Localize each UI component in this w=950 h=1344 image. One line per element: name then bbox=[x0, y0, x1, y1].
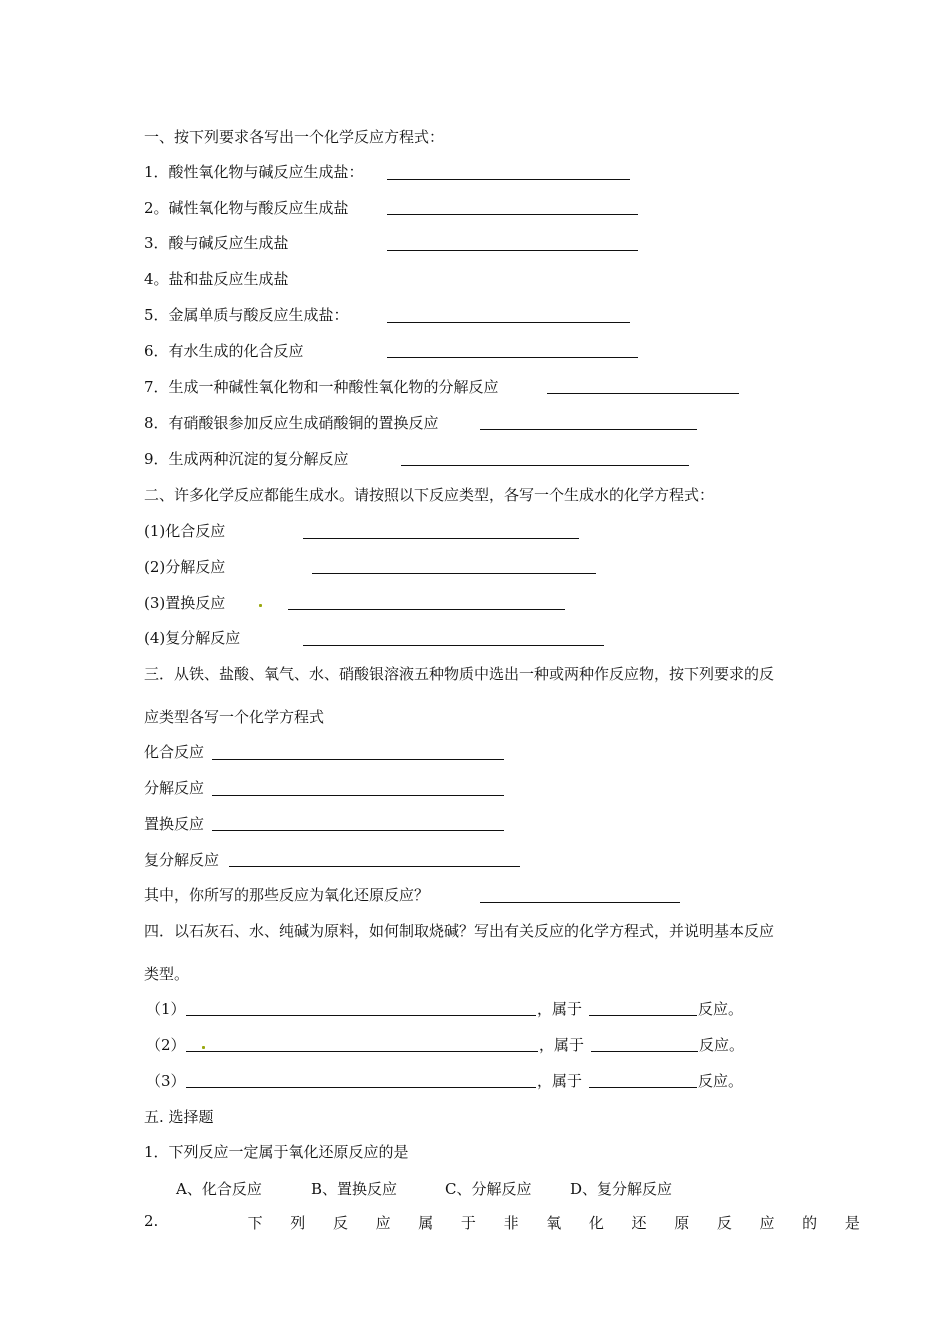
s3-answer-blank-1[interactable] bbox=[212, 759, 504, 760]
s1-answer-blank-7[interactable] bbox=[547, 393, 739, 394]
s5-q1-option-b[interactable]: B、置换反应 bbox=[311, 1180, 398, 1198]
s5-q2-char: 氧 bbox=[546, 1214, 562, 1232]
s4-row-2-belongs: ，属于 bbox=[539, 1036, 585, 1054]
s5-q2-char: 反 bbox=[716, 1214, 732, 1232]
s4-row-3-reaction: 反应。 bbox=[698, 1072, 744, 1090]
s5-q2-char: 反 bbox=[332, 1214, 348, 1232]
s5-question-1: 1．下列反应一定属于氧化还原反应的是 bbox=[144, 1143, 409, 1161]
s1-item-2: 2。碱性氧化物与酸反应生成盐 bbox=[144, 199, 349, 217]
s4-row-1-type-blank[interactable] bbox=[589, 1015, 697, 1016]
s5-q2-char: 列 bbox=[290, 1214, 306, 1232]
s3-answer-blank-3[interactable] bbox=[212, 830, 504, 831]
section2-heading: 二、许多化学反应都能生成水。请按照以下反应类型，各写一个生成水的化学方程式： bbox=[144, 486, 715, 504]
s3-item-2: 分解反应 bbox=[144, 779, 205, 797]
s4-row-3-belongs: ，属于 bbox=[537, 1072, 583, 1090]
s5-q2-char: 应 bbox=[759, 1214, 775, 1232]
s1-item-1: 1．酸性氧化物与碱反应生成盐： bbox=[144, 163, 364, 181]
s3-question: 其中，你所写的那些反应为氧化还原反应？ bbox=[144, 886, 430, 904]
s4-row-2-type-blank[interactable] bbox=[591, 1051, 698, 1052]
s1-answer-blank-6[interactable] bbox=[387, 357, 638, 358]
s5-q2-char: 属 bbox=[418, 1214, 434, 1232]
s5-q1-option-a[interactable]: A、化合反应 bbox=[176, 1180, 262, 1198]
s1-item-4: 4。盐和盐反应生成盐 bbox=[144, 270, 289, 288]
s1-answer-blank-2[interactable] bbox=[387, 214, 638, 215]
s3-item-3: 置换反应 bbox=[144, 815, 205, 833]
s1-answer-blank-1[interactable] bbox=[387, 179, 630, 180]
s1-item-6: 6．有水生成的化合反应 bbox=[144, 342, 304, 360]
s4-row-1-num: （1） bbox=[146, 1000, 186, 1018]
stray-mark bbox=[202, 1046, 205, 1049]
s4-row-2-reaction: 反应。 bbox=[699, 1036, 745, 1054]
s4-row-3-equation-blank[interactable] bbox=[186, 1087, 536, 1088]
s1-answer-blank-9[interactable] bbox=[401, 465, 689, 466]
s4-row-1-reaction: 反应。 bbox=[698, 1000, 744, 1018]
section4-heading-line2: 类型。 bbox=[144, 965, 190, 983]
s5-q2-char: 应 bbox=[375, 1214, 391, 1232]
s4-row-1-equation-blank[interactable] bbox=[186, 1015, 536, 1016]
section3-heading-line2: 应类型各写一个化学方程式 bbox=[144, 708, 325, 726]
s5-q2-char: 2. bbox=[144, 1212, 159, 1230]
s4-row-1-belongs: ，属于 bbox=[537, 1000, 583, 1018]
stray-mark bbox=[259, 604, 262, 607]
s5-q2-char: 原 bbox=[674, 1214, 690, 1232]
s1-answer-blank-5[interactable] bbox=[387, 322, 630, 323]
s2-item-3: (3)置换反应 bbox=[144, 594, 226, 612]
s5-q2-char: 化 bbox=[588, 1214, 604, 1232]
s2-answer-blank-4[interactable] bbox=[303, 645, 604, 646]
s3-answer-blank-2[interactable] bbox=[212, 795, 504, 796]
section5-heading: 五. 选择题 bbox=[144, 1108, 214, 1126]
s1-item-9: 9．生成两种沉淀的复分解反应 bbox=[144, 450, 349, 468]
s5-q1-option-c[interactable]: C、分解反应 bbox=[445, 1180, 532, 1198]
s4-row-3-num: （3） bbox=[146, 1072, 186, 1090]
s2-item-2: (2)分解反应 bbox=[144, 558, 226, 576]
s1-answer-blank-3[interactable] bbox=[387, 250, 638, 251]
s5-q2-char: 于 bbox=[460, 1214, 476, 1232]
s1-item-8: 8．有硝酸银参加反应生成硝酸铜的置换反应 bbox=[144, 414, 439, 432]
s3-item-4: 复分解反应 bbox=[144, 851, 220, 869]
s2-answer-blank-2[interactable] bbox=[312, 573, 596, 574]
s4-row-2-num: （2） bbox=[146, 1036, 186, 1054]
s5-q2-char: 的 bbox=[802, 1214, 818, 1232]
s4-row-2-equation-blank[interactable] bbox=[186, 1051, 538, 1052]
s3-answer-blank-4[interactable] bbox=[229, 866, 520, 867]
s3-item-1: 化合反应 bbox=[144, 743, 205, 761]
s5-question-2 bbox=[144, 1212, 860, 1233]
section4-heading-line1: 四．以石灰石、水、纯碱为原料，如何制取烧碱？写出有关反应的化学方程式，并说明基本反应 bbox=[144, 922, 775, 940]
s5-q2-char: 下 bbox=[247, 1214, 263, 1232]
s2-answer-blank-1[interactable] bbox=[303, 538, 579, 539]
s5-q2-char: 还 bbox=[631, 1214, 647, 1232]
s2-item-1: (1)化合反应 bbox=[144, 522, 226, 540]
s1-item-5: 5．金属单质与酸反应生成盐： bbox=[144, 306, 349, 324]
s5-q2-char: 是 bbox=[844, 1214, 860, 1232]
s5-q2-char: 非 bbox=[503, 1214, 519, 1232]
s1-item-3: 3．酸与碱反应生成盐 bbox=[144, 234, 289, 252]
s3-answer-blank-redox[interactable] bbox=[480, 902, 680, 903]
s2-item-4: (4)复分解反应 bbox=[144, 629, 241, 647]
s2-answer-blank-3[interactable] bbox=[288, 609, 565, 610]
s1-item-7: 7．生成一种碱性氧化物和一种酸性氧化物的分解反应 bbox=[144, 378, 499, 396]
s1-answer-blank-8[interactable] bbox=[480, 429, 697, 430]
section1-heading: 一、按下列要求各写出一个化学反应方程式： bbox=[144, 128, 445, 146]
section3-heading-line1: 三．从铁、盐酸、氧气、水、硝酸银溶液五种物质中选出一种或两种作反应物，按下列要求的反 bbox=[144, 665, 775, 683]
s5-q1-option-d[interactable]: D、复分解反应 bbox=[570, 1180, 673, 1198]
s4-row-3-type-blank[interactable] bbox=[589, 1087, 697, 1088]
